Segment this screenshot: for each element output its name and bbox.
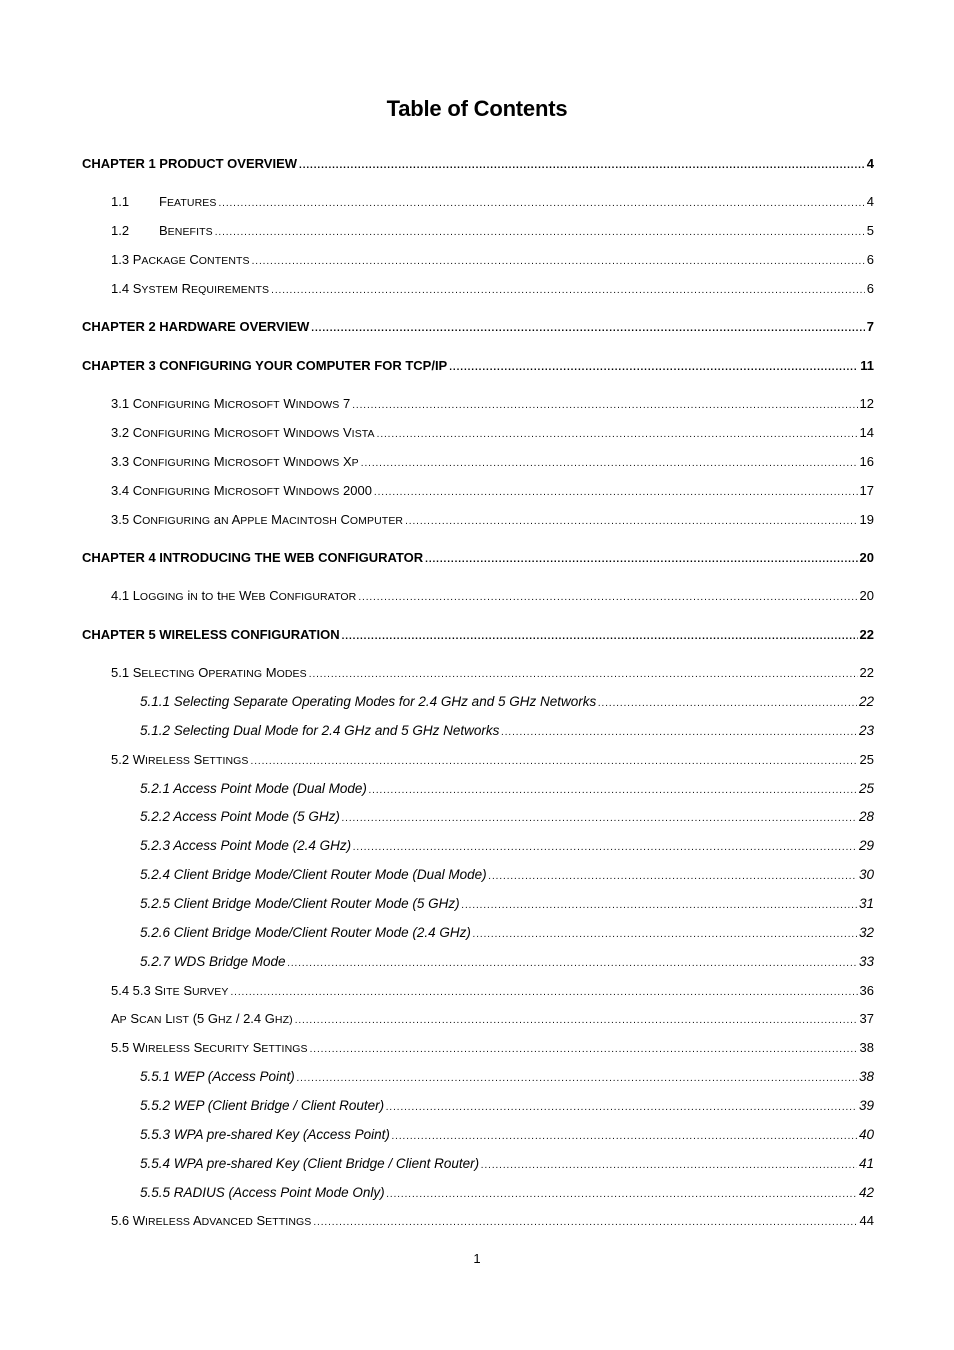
toc-entry-page: 25 (859, 752, 874, 767)
toc-leader-dots (405, 514, 857, 530)
toc-entry-page: 44 (859, 1213, 874, 1228)
toc-leader-dots (215, 225, 865, 241)
toc-leader-dots (313, 1215, 857, 1231)
toc-leader-dots (377, 427, 858, 443)
toc-entry[interactable] (140, 867, 874, 885)
toc-entry-label: 5.2.3 Access Point Mode (2.4 GHz) (140, 838, 352, 853)
toc-entry-label: CHAPTER 1 PRODUCT OVERVIEW (82, 156, 298, 171)
toc-entry[interactable] (111, 512, 874, 530)
toc-entry-label: 5.2.1 Access Point Mode (Dual Mode) (140, 781, 367, 796)
toc-entry[interactable] (111, 1213, 874, 1231)
toc-entry-label: 1.2 BENEFITS (111, 223, 213, 238)
toc-entry-page: 42 (858, 1185, 874, 1200)
toc-entry[interactable] (140, 1156, 874, 1174)
toc-entry[interactable] (82, 156, 874, 174)
toc-leader-dots (295, 1013, 858, 1029)
toc-leader-dots (449, 360, 858, 376)
toc-entry[interactable] (82, 550, 874, 568)
toc-entry[interactable] (140, 1127, 874, 1145)
toc-leader-dots (309, 667, 858, 683)
toc-leader-dots (218, 196, 864, 212)
toc-leader-dots (473, 927, 857, 943)
toc-entry-page: 33 (858, 954, 874, 969)
toc-entry-page: 20 (859, 588, 874, 603)
toc-entry-label: 5.2.4 Client Bridge Mode/Client Router Mode (Dual Mode) (140, 867, 487, 882)
toc-leader-dots (288, 956, 857, 972)
toc-entry-label: 5.5 WIRELESS SECURITY SETTINGS (111, 1040, 308, 1055)
toc-entry-page: 23 (858, 723, 874, 738)
toc-entry-label: 5.1 SELECTING OPERATING MODES (111, 665, 307, 680)
toc-leader-dots (387, 1187, 857, 1203)
toc-entry[interactable] (111, 281, 874, 299)
toc-leader-dots (353, 840, 857, 856)
toc-entry-label: 3.4 CONFIGURING MICROSOFT WINDOWS 2000 (111, 483, 372, 498)
toc-entry-page: 7 (866, 319, 874, 334)
toc-entry[interactable] (140, 896, 874, 914)
toc-entry-label: CHAPTER 5 WIRELESS CONFIGURATION (82, 627, 340, 642)
toc-entry[interactable] (111, 665, 874, 683)
toc-entry[interactable] (111, 752, 874, 770)
toc-entry-label: 3.1 CONFIGURING MICROSOFT WINDOWS 7 (111, 396, 351, 411)
toc-entry-label: 5.2.6 Client Bridge Mode/Client Router Mode (2.4 GHz) (140, 925, 471, 940)
toc-leader-dots (501, 725, 857, 741)
toc-entry-page: 36 (859, 983, 874, 998)
toc-entry-page: 6 (866, 252, 874, 267)
toc-leader-dots (299, 158, 865, 174)
toc-entry-page: 20 (859, 550, 874, 565)
toc-entry[interactable] (140, 1098, 874, 1116)
toc-leader-dots (462, 898, 857, 914)
toc-entry-label: 3.3 CONFIGURING MICROSOFT WINDOWS XP (111, 454, 359, 469)
toc-entry[interactable] (111, 223, 874, 241)
toc-entry-page: 19 (859, 512, 874, 527)
toc-entry-label: 5.2 WIRELESS SETTINGS (111, 752, 249, 767)
toc-entry-label: 1.3 PACKAGE CONTENTS (111, 252, 250, 267)
toc-entry-page: 14 (859, 425, 874, 440)
toc-entry-label: 5.2.5 Client Bridge Mode/Client Router Mode (5 GHz) (140, 896, 460, 911)
toc-entry-label: 5.1.1 Selecting Separate Operating Modes for 2.4 GHz and 5 GHz Networks (140, 694, 597, 709)
toc-leader-dots (352, 398, 857, 414)
toc-leader-dots (342, 629, 858, 645)
toc-entry-label: 5.2.7 WDS Bridge Mode (140, 954, 286, 969)
toc-entry-label: 1.4 SYSTEM REQUIREMENTS (111, 281, 270, 296)
toc-entry-label: 5.2.2 Access Point Mode (5 GHz) (140, 809, 340, 824)
toc-entry-page: 29 (858, 838, 874, 853)
toc-entry[interactable] (111, 194, 874, 212)
toc-leader-dots (297, 1071, 857, 1087)
toc-leader-dots (598, 696, 857, 712)
toc-entry-page: 16 (859, 454, 874, 469)
toc-entry[interactable] (140, 954, 874, 972)
toc-leader-dots (374, 485, 858, 501)
toc-entry-label: 5.4 5.3 SITE SURVEY (111, 983, 229, 998)
toc-entry[interactable] (140, 694, 874, 712)
toc-entry-page: 22 (859, 665, 874, 680)
toc-leader-dots (361, 456, 858, 472)
toc-entry-label: 5.5.5 RADIUS (Access Point Mode Only) (140, 1185, 385, 1200)
toc-entry-label: 5.1.2 Selecting Dual Mode for 2.4 GHz and 5 GHz Networks (140, 723, 500, 738)
toc-entry-page: 37 (859, 1011, 874, 1026)
toc-leader-dots (425, 552, 857, 568)
toc-entry-page: 28 (858, 809, 874, 824)
toc-leader-dots (311, 321, 864, 337)
toc-entry[interactable] (140, 809, 874, 827)
toc-leader-dots (386, 1100, 857, 1116)
toc-entry-page: 6 (866, 281, 874, 296)
toc-entry[interactable] (140, 781, 874, 799)
toc-entry-page: 17 (859, 483, 874, 498)
toc-entry-page: 22 (859, 627, 874, 642)
page-title: Table of Contents (386, 96, 568, 121)
toc-entry-label: 5.5.4 WPA pre-shared Key (Client Bridge / Client Router) (140, 1156, 480, 1171)
toc-leader-dots (369, 783, 857, 799)
toc-entry-label: 3.2 CONFIGURING MICROSOFT WINDOWS VISTA (111, 425, 375, 440)
toc-entry[interactable] (111, 425, 874, 443)
toc-leader-dots (392, 1129, 857, 1145)
toc-entry-page: 32 (858, 925, 874, 940)
toc-entry-label: CHAPTER 3 CONFIGURING YOUR COMPUTER FOR TCP/IP (82, 358, 448, 373)
toc-leader-dots (342, 811, 857, 827)
toc-entry-page: 30 (858, 867, 874, 882)
toc-entry-label: 5.5.2 WEP (Client Bridge / Client Router) (140, 1098, 385, 1113)
toc-entry[interactable] (140, 925, 874, 943)
toc-entry[interactable] (111, 454, 874, 472)
toc-entry-label: 4.1 LOGGING iN tO tHE WEB CONFIGURATOR (111, 588, 357, 603)
toc-entry[interactable] (82, 358, 874, 376)
toc-entry[interactable] (82, 319, 874, 337)
toc-entry[interactable] (111, 483, 874, 501)
toc-entry[interactable] (111, 1011, 874, 1029)
toc-entry-page: 25 (858, 781, 874, 796)
toc-entry[interactable] (82, 627, 874, 645)
toc-entry-label: CHAPTER 4 INTRODUCING THE WEB CONFIGURATOR (82, 550, 424, 565)
toc-entry[interactable] (111, 588, 874, 606)
toc-entry-label: 1.1 FEATURES (111, 194, 217, 209)
toc-leader-dots (271, 283, 865, 299)
toc-entry[interactable] (111, 1040, 874, 1058)
toc-entry[interactable] (140, 1185, 874, 1203)
toc-leader-dots (230, 985, 857, 1001)
toc-entry-label: CHAPTER 2 HARDWARE OVERVIEW (82, 319, 310, 334)
toc-entry[interactable] (111, 983, 874, 1001)
toc-entry[interactable] (140, 723, 874, 741)
toc-entry[interactable] (111, 252, 874, 270)
toc-entry-page: 31 (858, 896, 874, 911)
toc-leader-dots (489, 869, 857, 885)
toc-leader-dots (481, 1158, 857, 1174)
toc-entry-label: 5.5.1 WEP (Access Point) (140, 1069, 295, 1084)
toc-entry-page: 5 (866, 223, 874, 238)
toc-leader-dots (358, 590, 857, 606)
toc-entry-page: 4 (866, 156, 874, 171)
toc-entry-label: AP SCAN LIST (5 GHZ / 2.4 GHZ) (111, 1011, 293, 1026)
toc-leader-dots (251, 754, 858, 770)
toc-entry-page: 4 (866, 194, 874, 209)
toc-entry[interactable] (111, 396, 874, 414)
toc-entry-page: 11 (860, 358, 874, 373)
toc-entry-page: 38 (859, 1040, 874, 1055)
toc-entry-page: 22 (858, 694, 874, 709)
toc-leader-dots (310, 1042, 858, 1058)
toc-leader-dots (252, 254, 865, 270)
toc-entry-page: 41 (858, 1156, 874, 1171)
toc-entry-label: 5.5.3 WPA pre-shared Key (Access Point) (140, 1127, 390, 1142)
toc-entry[interactable] (140, 1069, 874, 1087)
toc-entry-page: 39 (858, 1098, 874, 1113)
page-number: 1 (473, 1251, 481, 1266)
toc-entry[interactable] (140, 838, 874, 856)
toc-entry-page: 38 (858, 1069, 874, 1084)
toc-entry-page: 12 (859, 396, 874, 411)
toc-entry-page: 40 (858, 1127, 874, 1142)
toc-entry-label: 3.5 CONFIGURING aN APPLE MACINTOSH COMPUTER (111, 512, 404, 527)
toc-entry-label: 5.6 WIRELESS ADVANCED SETTINGS (111, 1213, 312, 1228)
